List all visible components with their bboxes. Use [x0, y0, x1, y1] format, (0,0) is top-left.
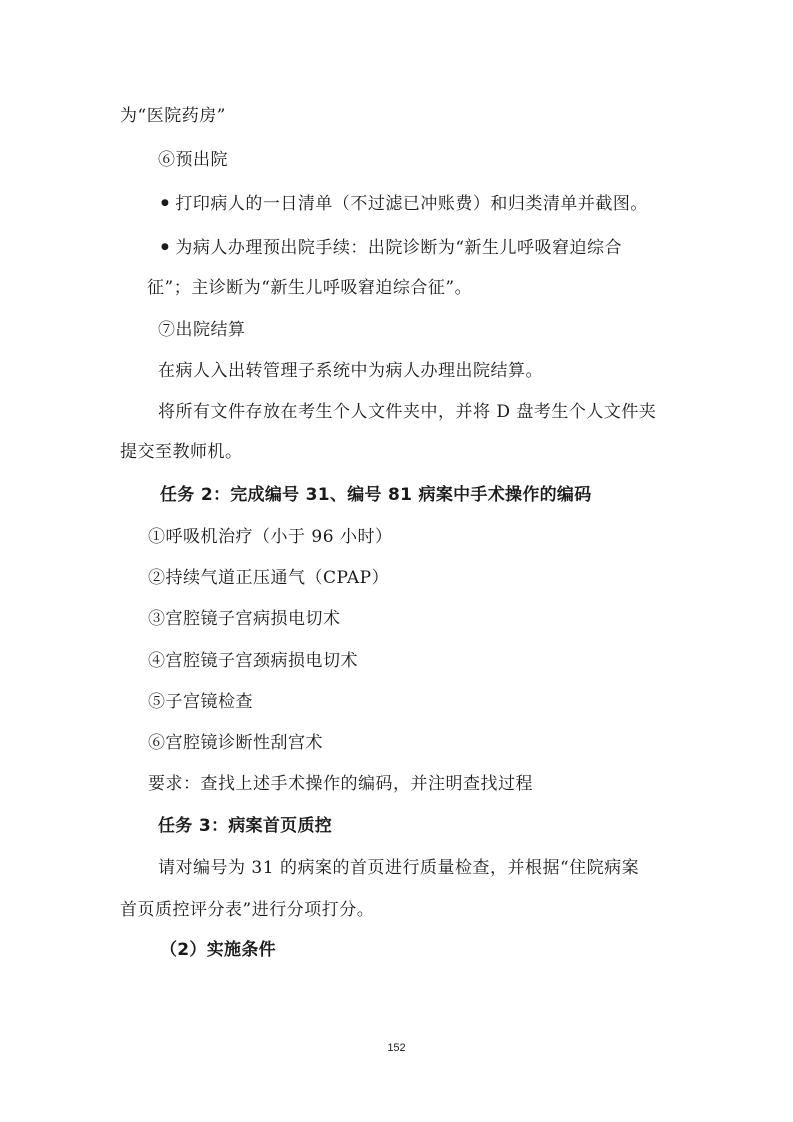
- text-line: 在病人入出转管理子系统中为病人办理出院结算。: [158, 361, 543, 381]
- list-item: ②持续气道正压通气（CPAP）: [148, 568, 390, 588]
- task-3-heading: 任务 3：病案首页质控: [158, 816, 333, 836]
- section-heading-discharge-settlement: ⑦出院结算: [158, 320, 246, 340]
- text-line: 请对编号为 31 的病案的首页进行质量检查，并根据“住院病案: [158, 858, 640, 878]
- section-heading-conditions: （2）实施条件: [160, 940, 276, 960]
- text-line: 提交至教师机。: [120, 442, 243, 462]
- text-line: 将所有文件存放在考生个人文件夹中，并将 D 盘考生个人文件夹: [158, 402, 657, 422]
- bullet-item: ● 为病人办理预出院手续：出院诊断为“新生儿呼吸窘迫综合: [161, 236, 622, 261]
- list-item: ③宫腔镜子宫病损电切术: [148, 609, 341, 629]
- list-item: ⑤子宫镜检查: [148, 692, 253, 712]
- list-item: ④宫腔镜子宫颈病损电切术: [148, 651, 358, 671]
- bullet-item: ● 打印病人的一日清单（不过滤已冲账费）和归类清单并截图。: [161, 192, 648, 217]
- requirement-line: 要求：查找上述手术操作的编码，并注明查找过程: [148, 774, 533, 794]
- text-line: 首页质控评分表”进行分项打分。: [120, 900, 375, 920]
- list-item: ⑥宫腔镜诊断性刮宫术: [148, 733, 323, 753]
- text-line: 为“医院药房”: [120, 106, 226, 126]
- task-2-heading: 任务 2：完成编号 31、编号 81 病案中手术操作的编码: [160, 485, 592, 505]
- text-line: 征”；主诊断为“新生儿呼吸窘迫综合征”。: [147, 278, 473, 298]
- section-heading-pre-discharge: ⑥预出院: [158, 150, 228, 170]
- page-number: 152: [387, 1042, 406, 1054]
- list-item: ①呼吸机治疗（小于 96 小时）: [148, 527, 393, 547]
